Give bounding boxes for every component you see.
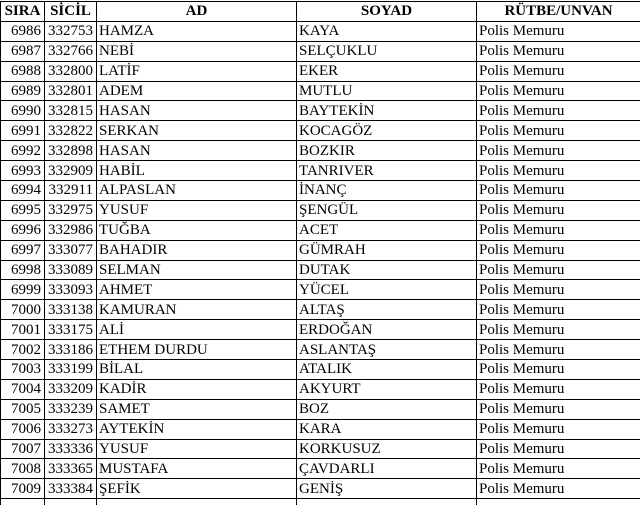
header-soyad: SOYAD — [297, 2, 477, 22]
cell-soyad: BOZ — [297, 399, 477, 419]
cell-soyad: BOZKIR — [297, 141, 477, 161]
cell-sicil: 332975 — [45, 200, 97, 220]
table-row — [1, 141, 640, 161]
partial-cell — [45, 499, 97, 506]
cell-rutbe: Polis Memuru — [477, 260, 640, 280]
cell-ad: HAMZA — [97, 21, 297, 41]
table-row — [1, 360, 640, 380]
cell-soyad: ŞENGÜL — [297, 200, 477, 220]
cell-rutbe: Polis Memuru — [477, 399, 640, 419]
cell-rutbe: Polis Memuru — [477, 419, 640, 439]
cell-ad: KAMURAN — [97, 300, 297, 320]
cell-rutbe: Polis Memuru — [477, 81, 640, 101]
cell-rutbe: Polis Memuru — [477, 340, 640, 360]
cell-soyad: KAYA — [297, 21, 477, 41]
table-row — [1, 280, 640, 300]
cell-soyad: GENİŞ — [297, 479, 477, 499]
cell-sira: 6995 — [1, 200, 45, 220]
cell-sicil: 333093 — [45, 280, 97, 300]
table-row — [1, 200, 640, 220]
cell-sicil: 332986 — [45, 220, 97, 240]
cell-sicil: 332822 — [45, 121, 97, 141]
cell-soyad: ALTAŞ — [297, 300, 477, 320]
cell-soyad: EKER — [297, 61, 477, 81]
cell-sira: 7004 — [1, 379, 45, 399]
table-row — [1, 61, 640, 81]
cell-rutbe: Polis Memuru — [477, 360, 640, 380]
cell-soyad: KARA — [297, 419, 477, 439]
cell-soyad: DUTAK — [297, 260, 477, 280]
cell-rutbe: Polis Memuru — [477, 101, 640, 121]
cell-sira: 6999 — [1, 280, 45, 300]
cell-sicil: 332898 — [45, 141, 97, 161]
table-row — [1, 21, 640, 41]
personnel-table — [0, 1, 640, 505]
cell-sicil: 333239 — [45, 399, 97, 419]
table-row — [1, 220, 640, 240]
cell-sicil: 333336 — [45, 439, 97, 459]
table-row — [1, 379, 640, 399]
table-row — [1, 161, 640, 181]
cell-soyad: YÜCEL — [297, 280, 477, 300]
cell-sicil: 333186 — [45, 340, 97, 360]
cell-rutbe: Polis Memuru — [477, 161, 640, 181]
cell-sira: 7005 — [1, 399, 45, 419]
cell-sicil: 333365 — [45, 459, 97, 479]
cell-sicil: 333175 — [45, 320, 97, 340]
cell-sira: 6994 — [1, 181, 45, 201]
table-row — [1, 439, 640, 459]
cell-soyad: AKYURT — [297, 379, 477, 399]
cell-soyad: İNANÇ — [297, 181, 477, 201]
header-sira: SIRA — [1, 2, 45, 22]
partial-cell — [1, 499, 45, 506]
cell-rutbe: Polis Memuru — [477, 220, 640, 240]
cell-ad: AHMET — [97, 280, 297, 300]
cell-ad: TUĞBA — [97, 220, 297, 240]
cell-rutbe: Polis Memuru — [477, 21, 640, 41]
cell-sira: 7008 — [1, 459, 45, 479]
partial-cell — [297, 499, 477, 506]
cell-soyad: ÇAVDARLI — [297, 459, 477, 479]
cell-sira: 6998 — [1, 260, 45, 280]
cell-soyad: ATALIK — [297, 360, 477, 380]
cell-rutbe: Polis Memuru — [477, 320, 640, 340]
cell-sira: 6992 — [1, 141, 45, 161]
cell-sicil: 333138 — [45, 300, 97, 320]
table-header-row — [1, 2, 640, 22]
cell-soyad: BAYTEKİN — [297, 101, 477, 121]
cell-rutbe: Polis Memuru — [477, 240, 640, 260]
cell-ad: ALPASLAN — [97, 181, 297, 201]
cell-sira: 7000 — [1, 300, 45, 320]
cell-soyad: KOCAGÖZ — [297, 121, 477, 141]
cell-sira: 6987 — [1, 41, 45, 61]
cell-rutbe: Polis Memuru — [477, 280, 640, 300]
cell-soyad: ERDOĞAN — [297, 320, 477, 340]
table-row — [1, 479, 640, 499]
cell-sicil: 332801 — [45, 81, 97, 101]
cell-soyad: TANRIVER — [297, 161, 477, 181]
cell-ad: ŞEFİK — [97, 479, 297, 499]
cell-ad: LATİF — [97, 61, 297, 81]
cell-rutbe: Polis Memuru — [477, 200, 640, 220]
cell-sira: 6988 — [1, 61, 45, 81]
cell-rutbe: Polis Memuru — [477, 141, 640, 161]
cell-ad: ADEM — [97, 81, 297, 101]
cell-ad: SELMAN — [97, 260, 297, 280]
cell-soyad: KORKUSUZ — [297, 439, 477, 459]
cell-sicil: 333209 — [45, 379, 97, 399]
cell-sicil: 332766 — [45, 41, 97, 61]
partial-cell — [477, 499, 640, 506]
cell-sicil: 333199 — [45, 360, 97, 380]
cell-rutbe: Polis Memuru — [477, 379, 640, 399]
table-row — [1, 300, 640, 320]
cell-ad: SAMET — [97, 399, 297, 419]
cell-rutbe: Polis Memuru — [477, 41, 640, 61]
cell-sira: 6990 — [1, 101, 45, 121]
cell-soyad: ASLANTAŞ — [297, 340, 477, 360]
cell-ad: BİLAL — [97, 360, 297, 380]
cell-rutbe: Polis Memuru — [477, 181, 640, 201]
cell-sicil: 332815 — [45, 101, 97, 121]
cell-soyad: ACET — [297, 220, 477, 240]
cell-sira: 7002 — [1, 340, 45, 360]
cell-ad: AYTEKİN — [97, 419, 297, 439]
cell-ad: HASAN — [97, 141, 297, 161]
table-row — [1, 340, 640, 360]
cell-rutbe: Polis Memuru — [477, 121, 640, 141]
table-row — [1, 399, 640, 419]
table-row — [1, 419, 640, 439]
table-row — [1, 41, 640, 61]
cell-rutbe: Polis Memuru — [477, 300, 640, 320]
cell-ad: YUSUF — [97, 439, 297, 459]
table-row — [1, 459, 640, 479]
table-row — [1, 101, 640, 121]
cell-ad: BAHADIR — [97, 240, 297, 260]
cell-ad: ETHEM DURDU — [97, 340, 297, 360]
cell-soyad: GÜMRAH — [297, 240, 477, 260]
cell-ad: YUSUF — [97, 200, 297, 220]
cell-sira: 7009 — [1, 479, 45, 499]
cell-sira: 6991 — [1, 121, 45, 141]
cell-ad: MUSTAFA — [97, 459, 297, 479]
cell-ad: NEBİ — [97, 41, 297, 61]
cell-sira: 7001 — [1, 320, 45, 340]
cell-sira: 7007 — [1, 439, 45, 459]
header-sicil: SİCİL — [45, 2, 97, 22]
cell-ad: ALİ — [97, 320, 297, 340]
cell-sira: 7006 — [1, 419, 45, 439]
cell-rutbe: Polis Memuru — [477, 459, 640, 479]
cell-soyad: MUTLU — [297, 81, 477, 101]
cell-soyad: SELÇUKLU — [297, 41, 477, 61]
cell-ad: KADİR — [97, 379, 297, 399]
table-row — [1, 320, 640, 340]
table-row — [1, 121, 640, 141]
table-row-partial — [1, 499, 640, 506]
cell-ad: HASAN — [97, 101, 297, 121]
cell-sicil: 332800 — [45, 61, 97, 81]
table-row — [1, 181, 640, 201]
cell-rutbe: Polis Memuru — [477, 439, 640, 459]
cell-sira: 6989 — [1, 81, 45, 101]
cell-rutbe: Polis Memuru — [477, 479, 640, 499]
cell-sira: 6997 — [1, 240, 45, 260]
table-row — [1, 81, 640, 101]
cell-sira: 6993 — [1, 161, 45, 181]
cell-sicil: 332911 — [45, 181, 97, 201]
cell-sicil: 333384 — [45, 479, 97, 499]
cell-ad: SERKAN — [97, 121, 297, 141]
cell-sicil: 333273 — [45, 419, 97, 439]
cell-rutbe: Polis Memuru — [477, 61, 640, 81]
cell-sicil: 333077 — [45, 240, 97, 260]
cell-sira: 7003 — [1, 360, 45, 380]
table-body — [1, 21, 640, 505]
cell-sicil: 333089 — [45, 260, 97, 280]
cell-sicil: 332753 — [45, 21, 97, 41]
table-row — [1, 240, 640, 260]
cell-sira: 6986 — [1, 21, 45, 41]
cell-sira: 6996 — [1, 220, 45, 240]
table-row — [1, 260, 640, 280]
header-ad: AD — [97, 2, 297, 22]
header-rutbe: RÜTBE/UNVAN — [477, 2, 640, 22]
cell-ad: HABİL — [97, 161, 297, 181]
cell-sicil: 332909 — [45, 161, 97, 181]
partial-cell — [97, 499, 297, 506]
